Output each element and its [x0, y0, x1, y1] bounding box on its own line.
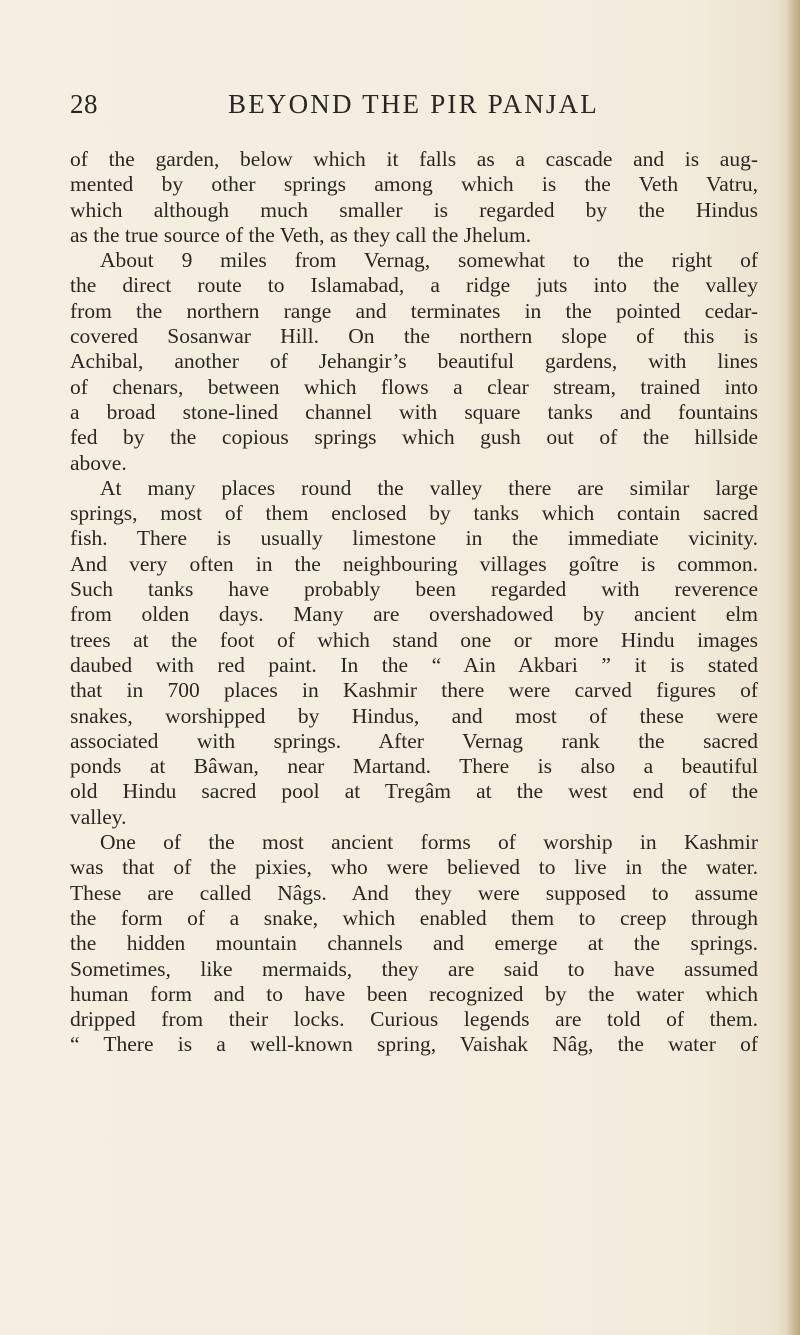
text-line: ponds at Bâwan, near Martand. There is also a beautiful: [70, 754, 758, 779]
running-head: BEYOND THE PIR PANJAL: [228, 89, 599, 119]
text-line: Achibal, another of Jehangir’s beautiful gardens, with lines: [70, 349, 758, 374]
text-line: human form and to have been recognized by the water which: [70, 981, 758, 1006]
text-line: of the garden, below which it falls as a cascade and is aug-: [70, 147, 758, 171]
body-text: [70, 147, 758, 1058]
page-header: [70, 89, 750, 129]
text-line: the direct route to Islamabad, a ridge juts into the valley: [70, 273, 758, 298]
text-line: fed by the copious springs which gush out of the hillside: [70, 425, 758, 450]
text-line: from olden days. Many are overshadowed by ancient elm: [70, 602, 758, 627]
text-line: covered Sosanwar Hill. On the northern slope of this is: [70, 324, 758, 349]
text-line: daubed with red paint. In the “ Ain Akbari ” it is stated: [70, 652, 758, 677]
text-line: trees at the foot of which stand one or more Hindu images: [70, 627, 758, 652]
page-number: 28: [70, 89, 98, 119]
text-line: snakes, worshipped by Hindus, and most of these were: [70, 703, 758, 728]
text-line: fish. There is usually limestone in the immediate vicinity.: [70, 526, 758, 551]
text-line: “ There is a well-known spring, Vaishak Nâg, the water of: [70, 1032, 758, 1057]
text-line: the hidden mountain channels and emerge at the springs.: [70, 931, 758, 956]
text-line: above.: [70, 450, 127, 475]
text-line: springs, most of them enclosed by tanks which contain sacred: [70, 501, 758, 526]
text-line: Sometimes, like mermaids, they are said to have assumed: [70, 956, 758, 981]
text-line: was that of the pixies, who were believed to live in the water.: [70, 855, 758, 880]
text-line: the form of a snake, which enabled them to creep through: [70, 905, 758, 930]
paragraph-start-line: About 9 miles from Vernag, somewhat to the right of: [100, 248, 758, 273]
paragraph-start-line: At many places round the valley there are similar large: [100, 475, 758, 500]
page-edge-shadow: [786, 0, 800, 1335]
text-line: of chenars, between which flows a clear stream, trained into: [70, 374, 758, 399]
text-line: which although much smaller is regarded by the Hindus: [70, 197, 758, 222]
text-line: from the northern range and terminates in the pointed cedar-: [70, 298, 758, 323]
text-line: Such tanks have probably been regarded with reverence: [70, 577, 758, 602]
text-line: that in 700 places in Kashmir there were carved figures of: [70, 678, 758, 703]
text-line: a broad stone-lined channel with square tanks and fountains: [70, 399, 758, 424]
text-line: associated with springs. After Vernag rank the sacred: [70, 728, 758, 753]
text-line: valley.: [70, 804, 127, 829]
text-line: old Hindu sacred pool at Tregâm at the west end of the: [70, 779, 758, 804]
paragraph-start-line: One of the most ancient forms of worship in Kashmir: [100, 830, 758, 855]
text-line: dripped from their locks. Curious legends are told of them.: [70, 1007, 758, 1032]
text-line: mented by other springs among which is the Veth Vatru,: [70, 172, 758, 197]
text-line: as the true source of the Veth, as they call the Jhelum.: [70, 222, 532, 247]
text-line: These are called Nâgs. And they were supposed to assume: [70, 880, 758, 905]
text-line: And very often in the neighbouring villages goître is common.: [70, 551, 758, 576]
